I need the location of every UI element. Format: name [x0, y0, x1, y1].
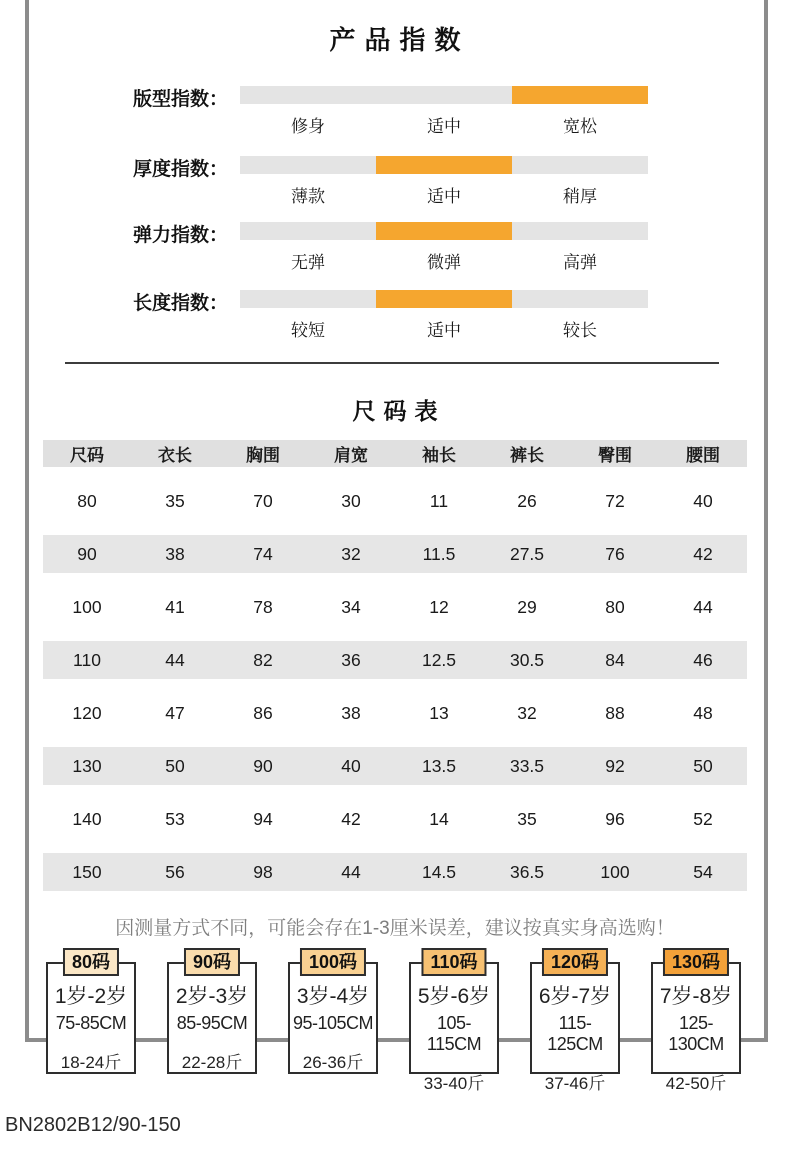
- size-table-cell: 130: [72, 755, 102, 776]
- size-table: [43, 440, 747, 891]
- size-table-row: [43, 800, 747, 838]
- index-row: [0, 86, 790, 138]
- size-card-height: 115-125CM: [547, 1013, 603, 1054]
- size-table-cell: 86: [253, 702, 273, 723]
- size-card-age: 5岁-6岁: [417, 985, 491, 1008]
- size-table-header-cell: 袖长: [422, 446, 456, 465]
- size-table-cell: 72: [605, 490, 625, 511]
- size-table-cell: 41: [165, 596, 185, 617]
- size-table-cell: 36: [341, 649, 361, 670]
- size-card-badge: 130码: [663, 948, 729, 976]
- index-row-label: 版型指数：: [132, 89, 228, 110]
- index-row: [0, 290, 790, 342]
- size-table-header-cell: 肩宽: [334, 446, 368, 465]
- size-table-cell: 13: [429, 702, 449, 723]
- size-table-cell: 84: [605, 649, 625, 670]
- size-card-height: 95-105CM: [292, 1013, 374, 1033]
- size-table-cell: 30.5: [509, 649, 545, 670]
- size-card-weight: 18-24斤: [60, 1053, 122, 1072]
- index-option: 较长: [563, 321, 597, 340]
- size-table-cell: 100: [72, 596, 102, 617]
- index-option: 高弹: [563, 253, 597, 272]
- size-table-cell: 44: [693, 596, 713, 617]
- size-card: [651, 952, 741, 1093]
- size-table-cell: 46: [693, 649, 713, 670]
- size-card-badge: 110码: [421, 948, 486, 976]
- index-bar-active-segment: [512, 86, 648, 104]
- size-card-badge: 120码: [542, 948, 608, 976]
- size-table-row: [43, 535, 747, 573]
- index-option: 适中: [427, 117, 461, 136]
- size-table-cell: 56: [165, 861, 185, 882]
- size-table-cell: 11.5: [422, 543, 456, 564]
- size-card: [167, 952, 257, 1074]
- index-row-label: 弹力指数：: [132, 225, 228, 246]
- size-card-weight: 37-46斤: [544, 1074, 606, 1093]
- index-row: [0, 156, 790, 208]
- size-table-cell: 35: [165, 490, 185, 511]
- size-table-header-cell: 衣长: [158, 446, 192, 465]
- size-card-height: 85-95CM: [176, 1013, 248, 1033]
- index-bar-track: [240, 290, 648, 308]
- size-card: [530, 952, 620, 1093]
- index-option: 修身: [291, 117, 325, 136]
- size-table-cell: 90: [253, 755, 273, 776]
- size-table-row: [43, 641, 747, 679]
- size-table-cell: 47: [165, 702, 185, 723]
- size-table-cell: 82: [253, 649, 273, 670]
- size-table-cell: 150: [72, 861, 102, 882]
- size-table-cell: 32: [517, 702, 537, 723]
- size-card-age: 6岁-7岁: [538, 985, 612, 1008]
- size-table-cell: 50: [165, 755, 185, 776]
- size-card-age: 2岁-3岁: [175, 985, 249, 1008]
- size-table-row: [43, 747, 747, 785]
- size-table-cell: 80: [77, 490, 97, 511]
- size-table-row: [43, 694, 747, 732]
- size-table-cell: 94: [253, 808, 273, 829]
- index-option: 较短: [291, 321, 325, 340]
- size-table-cell: 96: [605, 808, 625, 829]
- size-table-cell: 13.5: [421, 755, 457, 776]
- size-card: [409, 952, 499, 1093]
- size-table-cell: 76: [605, 543, 625, 564]
- size-table-cell: 78: [253, 596, 273, 617]
- measurement-note: 因测量方式不同，可能会存在1-3厘米误差，建议按真实身高选购！: [115, 918, 675, 939]
- index-option-labels: [240, 316, 648, 341]
- index-option-labels: [240, 112, 648, 137]
- size-table-cell: 98: [253, 861, 273, 882]
- size-table-cell: 80: [605, 596, 625, 617]
- size-table-cell: 88: [605, 702, 625, 723]
- size-table-header-cell: 尺码: [70, 446, 104, 465]
- size-table-cell: 12: [429, 596, 449, 617]
- size-table-cell: 30: [341, 490, 361, 511]
- size-table-cell: 44: [165, 649, 185, 670]
- index-bar-active-segment: [376, 156, 512, 174]
- index-bar-track: [240, 222, 648, 240]
- size-table-body: [43, 482, 747, 891]
- size-card-weight: 26-36斤: [302, 1053, 364, 1072]
- size-chart-title: 尺码表: [352, 398, 446, 424]
- size-table-cell: 38: [341, 702, 361, 723]
- size-table-cell: 35: [517, 808, 537, 829]
- size-table-cell: 53: [165, 808, 185, 829]
- size-table-row: [43, 588, 747, 626]
- index-bar-active-segment: [376, 290, 512, 308]
- size-table-cell: 29: [517, 596, 537, 617]
- size-card-age: 1岁-2岁: [54, 985, 128, 1008]
- product-code: BN2802B12/90-150: [5, 1114, 181, 1136]
- size-table-header-row: [43, 440, 747, 467]
- product-index-title: 产品指数: [329, 25, 470, 55]
- size-card-height: 125-130CM: [668, 1013, 724, 1054]
- size-table-cell: 48: [693, 702, 713, 723]
- index-option: 适中: [427, 187, 461, 206]
- index-bar-track: [240, 86, 648, 104]
- size-card: [46, 952, 136, 1074]
- size-table-cell: 40: [693, 490, 713, 511]
- size-table-cell: 14: [429, 808, 449, 829]
- size-table-cell: 26: [517, 490, 537, 511]
- size-card-age: 3岁-4岁: [296, 985, 370, 1008]
- size-table-cell: 54: [693, 861, 713, 882]
- index-bar-track: [240, 156, 648, 174]
- size-card-height: 105-115CM: [426, 1013, 482, 1054]
- size-card-height: 75-85CM: [55, 1013, 127, 1033]
- size-table-header-cell: 胸围: [246, 446, 280, 465]
- size-card-weight: 42-50斤: [665, 1074, 727, 1093]
- size-table-header-cell: 裤长: [510, 446, 544, 465]
- size-table-cell: 92: [605, 755, 625, 776]
- size-table-cell: 11: [429, 490, 449, 511]
- index-option-labels: [240, 248, 648, 273]
- index-option: 薄款: [291, 187, 325, 206]
- size-table-cell: 70: [253, 490, 273, 511]
- size-table-cell: 110: [73, 649, 101, 670]
- size-table-cell: 27.5: [509, 543, 545, 564]
- size-card-weight: 33-40斤: [423, 1074, 485, 1093]
- size-table-cell: 32: [341, 543, 361, 564]
- size-table-cell: 14.5: [421, 861, 457, 882]
- size-table-cell: 52: [693, 808, 713, 829]
- size-card-weight: 22-28斤: [181, 1053, 243, 1072]
- size-table-header-cell: 臀围: [598, 446, 632, 465]
- size-table-cell: 42: [341, 808, 361, 829]
- index-row: [0, 222, 790, 274]
- size-table-header-cell: 腰围: [686, 446, 720, 465]
- index-option: 无弹: [291, 253, 325, 272]
- section-divider: [65, 362, 719, 364]
- size-table-cell: 44: [341, 861, 361, 882]
- size-table-cell: 38: [165, 543, 185, 564]
- size-table-cell: 100: [600, 861, 630, 882]
- index-option: 适中: [427, 321, 461, 340]
- index-option: 稍厚: [563, 187, 597, 206]
- index-option-labels: [240, 182, 648, 207]
- size-card-age: 7岁-8岁: [659, 985, 733, 1008]
- size-table-row: [43, 853, 747, 891]
- index-row-label: 厚度指数：: [132, 159, 228, 180]
- size-table-cell: 140: [72, 808, 102, 829]
- size-card: [288, 952, 378, 1074]
- size-card-badge: 80码: [63, 948, 119, 976]
- size-table-cell: 34: [341, 596, 361, 617]
- size-table-cell: 90: [77, 543, 97, 564]
- size-table-cell: 74: [253, 543, 273, 564]
- index-option: 微弹: [427, 253, 461, 272]
- size-table-cell: 50: [693, 755, 713, 776]
- size-card-badge: 90码: [184, 948, 240, 976]
- size-card-badge: 100码: [300, 948, 366, 976]
- size-table-cell: 12.5: [421, 649, 457, 670]
- index-option: 宽松: [563, 117, 597, 136]
- size-table-cell: 42: [693, 543, 713, 564]
- index-row-label: 长度指数：: [132, 293, 228, 314]
- size-table-cell: 33.5: [509, 755, 545, 776]
- size-table-cell: 40: [341, 755, 361, 776]
- size-table-cell: 36.5: [509, 861, 545, 882]
- index-bar-active-segment: [376, 222, 512, 240]
- size-table-row: [43, 482, 747, 520]
- size-table-cell: 120: [72, 702, 102, 723]
